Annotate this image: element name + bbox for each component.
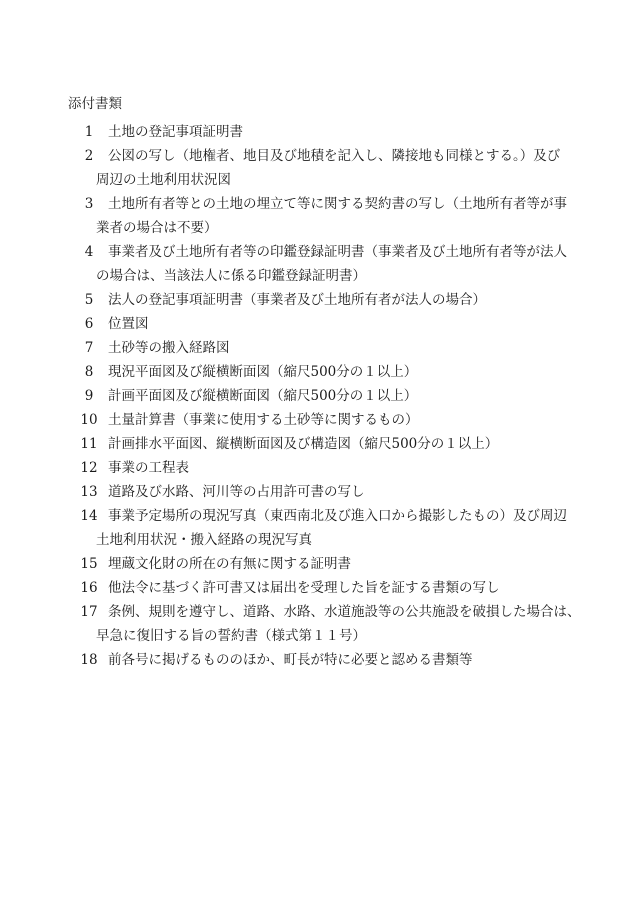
- list-item-number: 17: [80, 604, 98, 620]
- list-item-number: 16: [80, 580, 98, 596]
- list-item-first-line: [0, 240, 630, 264]
- list-item-first-line: [0, 552, 630, 576]
- list-item-first-line: [0, 576, 630, 600]
- list-item: [0, 144, 630, 192]
- list-item-first-line: [0, 288, 630, 312]
- list-item-number: 11: [80, 436, 98, 452]
- list-item: [0, 240, 630, 288]
- list-item-number: 15: [80, 556, 98, 572]
- list-item-number: 4: [84, 244, 94, 260]
- list-item: [0, 408, 630, 432]
- list-item-number: 14: [80, 508, 98, 524]
- list-item-first-line: [0, 144, 630, 168]
- list-item: [0, 288, 630, 312]
- list-item-text: 計画平面図及び縦横断面図（縮尺500分の１以上）: [108, 388, 418, 404]
- list-item-number: 3: [84, 196, 94, 212]
- list-item-text: 事業予定場所の現況写真（東西南北及び進入口から撮影したもの）及び周辺: [108, 508, 567, 524]
- list-item-number: 10: [80, 412, 98, 428]
- list-item-text: 土地利用状況・搬入経路の現況写真: [96, 532, 312, 548]
- list-item: [0, 552, 630, 576]
- list-item-continuation-line: [0, 624, 630, 648]
- list-item-first-line: [0, 384, 630, 408]
- list-item: [0, 312, 630, 336]
- list-item-number: 9: [84, 388, 94, 404]
- list-item-first-line: [0, 648, 630, 672]
- list-item-text: 早急に復旧する旨の誓約書（様式第１１号）: [96, 628, 366, 644]
- list-item-text: 法人の登記事項証明書（事業者及び土地所有者が法人の場合）: [108, 292, 486, 308]
- list-item-continuation-line: [0, 168, 630, 192]
- list-item-text: 事業者及び土地所有者等の印鑑登録証明書（事業者及び土地所有者等が法人: [108, 244, 567, 260]
- list-item-first-line: [0, 504, 630, 528]
- list-item: [0, 360, 630, 384]
- list-item-text: 土地所有者等との土地の埋立て等に関する契約書の写し（土地所有者等が事: [108, 196, 567, 212]
- list-item-text: 条例、規則を遵守し、道路、水路、水道施設等の公共施設を破損した場合は、: [108, 604, 581, 620]
- list-item: [0, 648, 630, 672]
- list-item-number: 8: [84, 364, 94, 380]
- list-item-first-line: [0, 480, 630, 504]
- list-item-text: 道路及び水路、河川等の占用許可書の写し: [108, 484, 365, 500]
- list-item-number: 18: [80, 652, 98, 668]
- list-item-text: 土地の登記事項証明書: [108, 124, 243, 140]
- list-item-text: 業者の場合は不要）: [96, 220, 218, 236]
- list-item-text: 計画排水平面図、縦横断面図及び構造図（縮尺500分の１以上）: [108, 436, 499, 452]
- list-item: [0, 600, 630, 648]
- list-item-first-line: [0, 360, 630, 384]
- list-item-number: 7: [84, 340, 94, 356]
- list-item: [0, 120, 630, 144]
- list-item-text: 位置図: [108, 316, 149, 332]
- document-title: 添付書類: [68, 96, 122, 112]
- attachment-list: [0, 120, 630, 672]
- list-item-text: 土量計算書（事業に使用する土砂等に関するもの）: [108, 412, 419, 428]
- list-item: [0, 456, 630, 480]
- list-item: [0, 480, 630, 504]
- list-item-continuation-line: [0, 264, 630, 288]
- list-item-first-line: [0, 312, 630, 336]
- list-item-first-line: [0, 600, 630, 624]
- list-item: [0, 504, 630, 552]
- list-item-first-line: [0, 456, 630, 480]
- document-body: [0, 92, 630, 672]
- list-item: [0, 336, 630, 360]
- list-item-text: 公図の写し（地権者、地目及び地積を記入し、隣接地も同様とする。）及び: [108, 148, 561, 164]
- list-item-number: 6: [84, 316, 94, 332]
- list-item: [0, 576, 630, 600]
- list-item-number: 1: [84, 124, 94, 140]
- list-item: [0, 432, 630, 456]
- list-item-number: 5: [84, 292, 94, 308]
- list-item-number: 13: [80, 484, 98, 500]
- list-item-number: 12: [80, 460, 98, 476]
- list-item-text: の場合は、当該法人に係る印鑑登録証明書）: [96, 268, 366, 284]
- list-item-first-line: [0, 432, 630, 456]
- list-item-text: 周辺の土地利用状況図: [96, 172, 231, 188]
- list-item-text: 事業の工程表: [108, 460, 189, 476]
- list-item-first-line: [0, 192, 630, 216]
- list-item-continuation-line: [0, 216, 630, 240]
- list-item-text: 埋蔵文化財の所在の有無に関する証明書: [108, 556, 351, 572]
- list-item-number: 2: [84, 148, 94, 164]
- list-item-text: 現況平面図及び縦横断面図（縮尺500分の１以上）: [108, 364, 418, 380]
- list-item-first-line: [0, 120, 630, 144]
- list-item-text: 土砂等の搬入経路図: [108, 340, 230, 356]
- list-item-text: 前各号に掲げるもののほか、町長が特に必要と認める書類等: [108, 652, 473, 668]
- list-item-first-line: [0, 336, 630, 360]
- list-item: [0, 384, 630, 408]
- list-item-continuation-line: [0, 528, 630, 552]
- list-item-first-line: [0, 408, 630, 432]
- list-item-text: 他法令に基づく許可書又は届出を受理した旨を証する書類の写し: [108, 580, 500, 596]
- list-item: [0, 192, 630, 240]
